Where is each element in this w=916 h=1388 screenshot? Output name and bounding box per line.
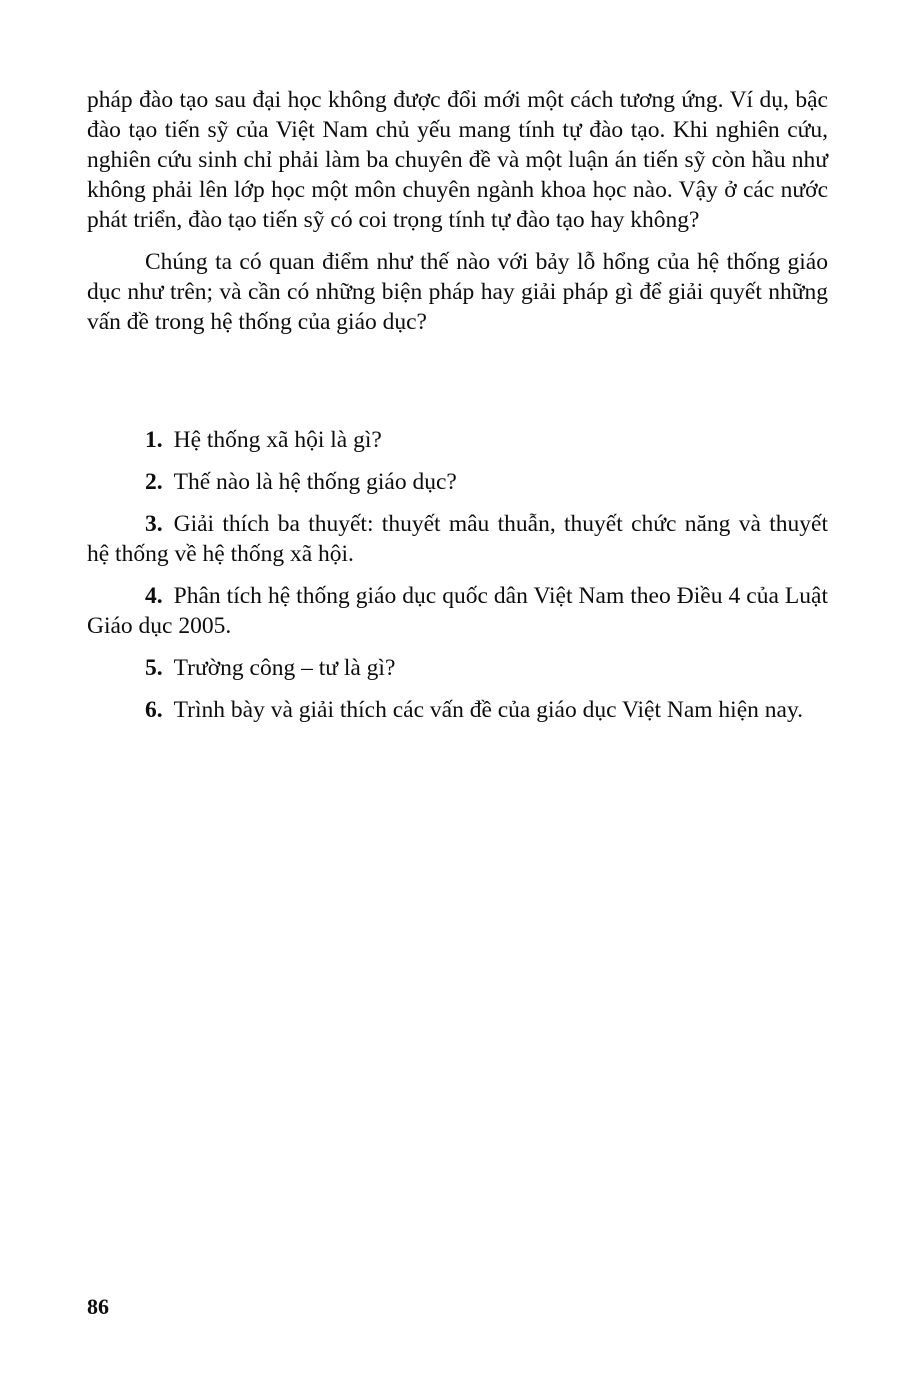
question-item xyxy=(87,653,828,683)
question-text: Trường công – tư là gì? xyxy=(173,655,396,681)
text-content xyxy=(87,85,828,737)
question-text: Trình bày và giải thích các vấn đề của giáo dục Việt Nam hiện nay. xyxy=(173,697,804,723)
question-text: Thế nào là hệ thống giáo dục? xyxy=(173,469,457,495)
question-list xyxy=(87,425,828,725)
page-number: 86 xyxy=(87,1294,109,1319)
question-number: 2. xyxy=(145,469,163,495)
question-item xyxy=(87,425,828,455)
question-text: Phân tích hệ thống giáo dục quốc dân Việt Nam theo Điều 4 của Luật Giáo dục 2005. xyxy=(87,583,828,639)
question-number: 4. xyxy=(145,583,163,609)
question-number: 3. xyxy=(145,511,163,537)
question-number: 6. xyxy=(145,697,163,723)
question-text: Hệ thống xã hội là gì? xyxy=(173,427,382,453)
question-item xyxy=(87,509,828,569)
question-item xyxy=(87,695,828,725)
question-item xyxy=(87,467,828,497)
question-text: Giải thích ba thuyết: thuyết mâu thuẫn, thuyết chức năng và thuyết hệ thống về hệ thống xã hội. xyxy=(87,511,828,567)
paragraph-continued: pháp đào tạo sau đại học không được đổi mới một cách tương ứng. Ví dụ, bậc đào tạo tiến sỹ của Việt Nam chủ yếu mang tính tự đào tạo. Khi nghiên cứu, nghiên cứu sinh chỉ phải làm ba chuyên đề và một luận án tiến sỹ còn hầu như không phải lên lớp học một môn chuyên ngành khoa học nào. Vậy ở các nước phát triển, đào tạo tiến sỹ có coi trọng tính tự đào tạo hay không? xyxy=(87,87,828,233)
question-number: 5. xyxy=(145,655,163,681)
paragraph: Chúng ta có quan điểm như thế nào với bảy lỗ hổng của hệ thống giáo dục như trên; và cần có những biện pháp hay giải pháp gì để giải quyết những vấn đề trong hệ thống của giáo dục? xyxy=(87,249,828,335)
question-number: 1. xyxy=(145,427,163,453)
question-item xyxy=(87,581,828,641)
